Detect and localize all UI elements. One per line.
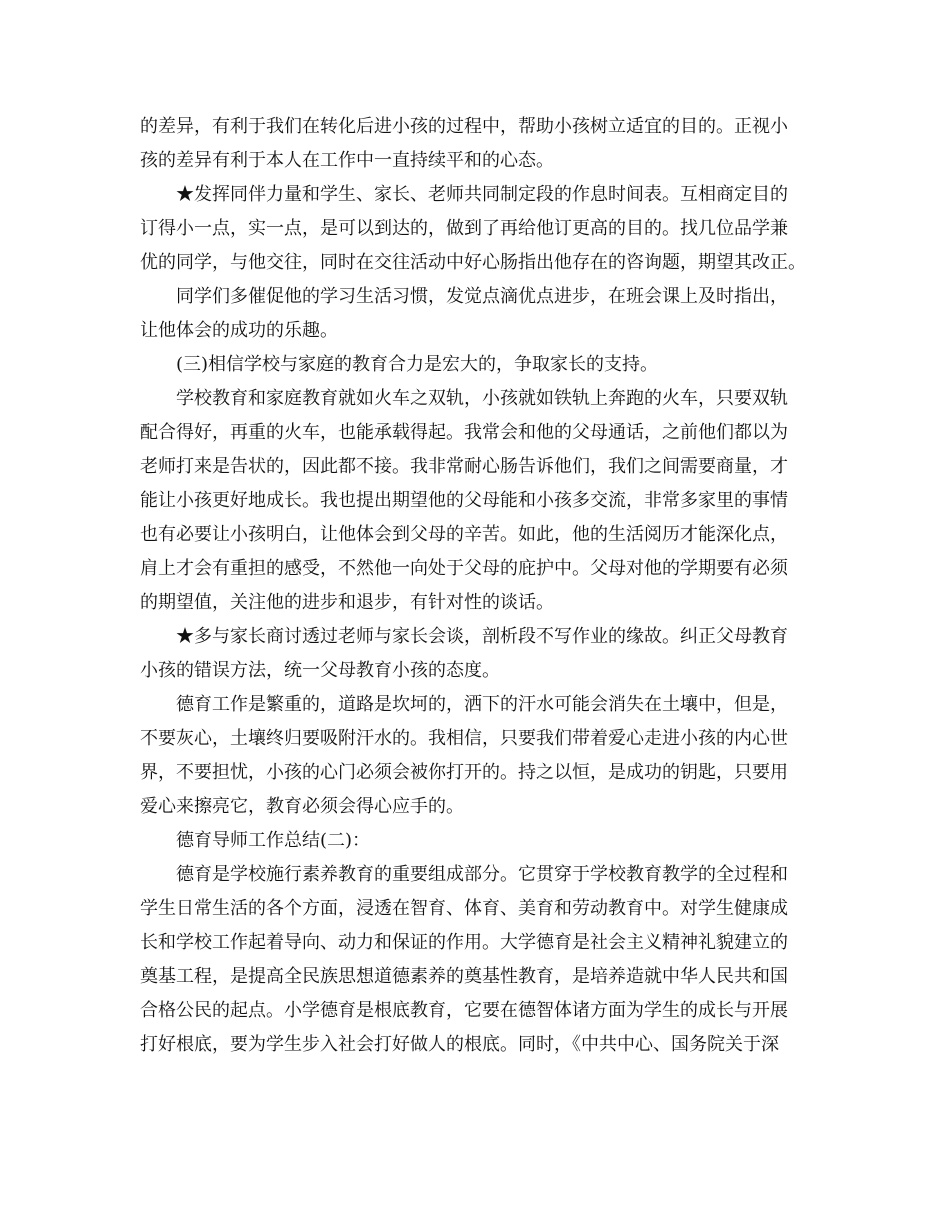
- text-line: [140, 926, 820, 960]
- text-line: [140, 892, 820, 926]
- line-text: 德育是学校施行素养教育的重要组成部分。它贯穿于学校教育教学的全过程和: [176, 864, 788, 885]
- line-text: ★发挥同伴力量和学生、家长、老师共同制定段的作息时间表。互相商定目的: [176, 184, 788, 205]
- line-text: 优的同学，与他交往，同时在交往活动中好心肠指出他存在的咨询题，期望其改正。: [140, 252, 806, 273]
- line-text: 让他体会的成功的乐趣。: [140, 320, 338, 341]
- text-line: [140, 552, 820, 586]
- document-page: [140, 110, 820, 1062]
- text-line: [140, 280, 820, 314]
- text-line: [140, 314, 820, 348]
- line-text: 德育工作是繁重的，道路是坎坷的，洒下的汗水可能会消失在土壤中，但是，: [176, 694, 788, 715]
- line-text: 长和学校工作起着导向、动力和保证的作用。大学德育是社会主义精神礼貌建立的: [140, 932, 788, 953]
- line-text: 奠基工程，是提高全民族思想道德素养的奠基性教育，是培养造就中华人民共和国: [140, 966, 788, 987]
- text-line: [140, 858, 820, 892]
- text-line: [140, 620, 820, 654]
- text-line: [140, 586, 820, 620]
- text-line: [140, 144, 820, 178]
- line-text: 肩上才会有重担的感受，不然他一向处于父母的庇护中。父母对他的学期要有必须: [140, 558, 788, 579]
- line-text: 打好根底，要为学生步入社会打好做人的根底。同时，《中共中心、国务院关于深: [140, 1034, 779, 1055]
- text-line: [140, 416, 820, 450]
- line-text: 配合得好，再重的火车，也能承载得起。我常会和他的父母通话，之前他们都以为: [140, 422, 788, 443]
- line-text: 也有必要让小孩明白，让他体会到父母的辛苦。如此，他的生活阅历才能深化点，: [140, 524, 788, 545]
- text-line: [140, 1028, 820, 1062]
- line-text: 的期望值，关注他的进步和退步，有针对性的谈话。: [140, 592, 554, 613]
- line-text: 的差异，有利于我们在转化后进小孩的过程中，帮助小孩树立适宜的目的。正视小: [140, 116, 788, 137]
- text-line: [140, 382, 820, 416]
- line-text: 德育导师工作总结(二)：: [176, 830, 371, 851]
- text-line: [140, 722, 820, 756]
- line-text: 孩的差异有利于本人在工作中一直持续平和的心态。: [140, 150, 554, 171]
- text-line: [140, 790, 820, 824]
- line-text: 同学们多催促他的学习生活习惯，发觉点滴优点进步，在班会课上及时指出，: [176, 286, 788, 307]
- line-text: 合格公民的起点。小学德育是根底教育，它要在德智体诸方面为学生的成长与开展: [140, 1000, 788, 1021]
- text-line: [140, 960, 820, 994]
- text-line: [140, 246, 820, 280]
- line-text: 不要灰心，土壤终归要吸附汗水的。我相信，只要我们带着爱心走进小孩的内心世: [140, 728, 788, 749]
- text-line: [140, 348, 820, 382]
- line-text: 小孩的错误方法，统一父母教育小孩的态度。: [140, 660, 500, 681]
- text-line: [140, 654, 820, 688]
- text-line: [140, 824, 820, 858]
- text-line: [140, 178, 820, 212]
- text-line: [140, 450, 820, 484]
- line-text: 爱心来擦亮它，教育必须会得心应手的。: [140, 796, 464, 817]
- text-line: [140, 212, 820, 246]
- line-text: 老师打来是告状的，因此都不接。我非常耐心肠告诉他们，我们之间需要商量，才: [140, 456, 788, 477]
- line-text: 学生日常生活的各个方面，浸透在智育、体育、美育和劳动教育中。对学生健康成: [140, 898, 788, 919]
- text-line: [140, 484, 820, 518]
- line-text: ★多与家长商讨透过老师与家长会谈，剖析段不写作业的缘故。纠正父母教育: [176, 626, 788, 647]
- text-line: [140, 110, 820, 144]
- text-line: [140, 994, 820, 1028]
- line-text: (三)相信学校与家庭的教育合力是宏大的，争取家长的支持。: [176, 354, 659, 375]
- line-text: 能让小孩更好地成长。我也提出期望他的父母能和小孩多交流，非常多家里的事情: [140, 490, 788, 511]
- line-text: 界，不要担忧，小孩的心门必须会被你打开的。持之以恒，是成功的钥匙，只要用: [140, 762, 788, 783]
- line-text: 学校教育和家庭教育就如火车之双轨，小孩就如铁轨上奔跑的火车，只要双轨: [176, 388, 788, 409]
- text-line: [140, 756, 820, 790]
- text-line: [140, 518, 820, 552]
- text-line: [140, 688, 820, 722]
- line-text: 订得小一点，实一点，是可以到达的，做到了再给他订更高的目的。找几位品学兼: [140, 218, 788, 239]
